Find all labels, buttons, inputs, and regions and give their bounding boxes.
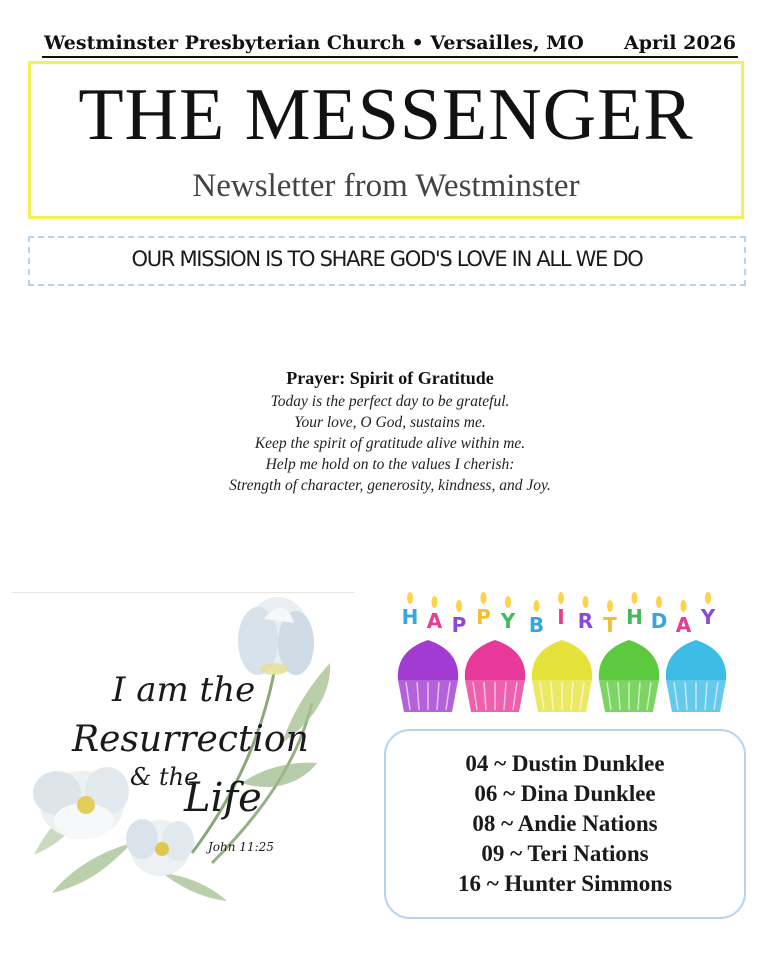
- candle-flame: [505, 596, 511, 608]
- cupcake-frosting: [465, 640, 525, 680]
- masthead: [28, 61, 744, 219]
- candle-letter: B: [528, 613, 545, 637]
- resurrection-artwork: [12, 592, 354, 913]
- prayer-line: Keep the spirit of gratitude alive within me.: [254, 435, 526, 452]
- candle-flame: [681, 600, 687, 612]
- resurrection-line: & the: [130, 763, 199, 791]
- birthday-candles: [402, 592, 716, 637]
- candle-letter: T: [603, 613, 617, 637]
- church-name: Westminster Presbyterian Church • Versailles, MO: [44, 32, 584, 54]
- candle-flame: [632, 592, 638, 604]
- candle-letter: R: [577, 609, 594, 633]
- prayer-section: [150, 368, 630, 496]
- candle-letter: I: [557, 605, 565, 629]
- candle-letter: H: [626, 605, 643, 629]
- candle-flame: [607, 600, 613, 612]
- cupcake-frosting: [532, 640, 592, 680]
- candle-letter: Y: [700, 605, 716, 629]
- candle-letter: Y: [500, 609, 516, 633]
- prayer-line: Help me hold on to the values I cherish:: [265, 456, 515, 473]
- birthday-entry: 06 ~ Dina Dunklee: [474, 781, 656, 806]
- prayer-line: Strength of character, generosity, kindness, and Joy.: [229, 477, 551, 494]
- birthday-entry: 08 ~ Andie Nations: [472, 811, 658, 836]
- newsletter-header: [42, 30, 738, 58]
- candle-letter: H: [401, 605, 419, 629]
- scripture-reference: John 11:25: [208, 840, 274, 854]
- candle-flame: [407, 592, 413, 604]
- candle-letter: P: [476, 605, 491, 629]
- cupcake-frosting: [599, 640, 659, 680]
- candle-letter: D: [650, 609, 668, 633]
- birthday-entry: 16 ~ Hunter Simmons: [457, 871, 673, 896]
- candle-flame: [456, 600, 462, 612]
- birthday-list: [386, 749, 744, 899]
- birthday-entry: 04 ~ Dustin Dunklee: [465, 751, 665, 776]
- candle-letter: A: [426, 609, 443, 633]
- candle-letter: P: [451, 613, 467, 637]
- newsletter-title: THE MESSENGER: [78, 74, 694, 156]
- mission-statement: OUR MISSION IS TO SHARE GOD'S LOVE IN ALL WE DO: [131, 247, 643, 271]
- birthday-cupcakes: [398, 640, 726, 712]
- candle-flame: [481, 592, 487, 604]
- candle-letter: A: [675, 613, 692, 637]
- candle-flame: [656, 596, 662, 608]
- cupcake-frosting: [666, 640, 726, 680]
- birthday-list-box: [384, 729, 746, 919]
- candle-flame: [534, 600, 540, 612]
- candle-flame: [432, 596, 438, 608]
- candle-flame: [583, 596, 589, 608]
- resurrection-line: I am the: [112, 670, 256, 710]
- newsletter-subtitle: Newsletter from Westminster: [192, 168, 580, 204]
- candle-flame: [558, 592, 564, 604]
- birthday-entry: 09 ~ Teri Nations: [481, 841, 649, 866]
- mission-banner: [28, 236, 746, 286]
- resurrection-line: Life: [184, 775, 262, 821]
- prayer-line: Your love, O God, sustains me.: [294, 414, 486, 431]
- cupcake-frosting: [398, 640, 458, 680]
- prayer-line: Today is the perfect day to be grateful.: [270, 393, 510, 410]
- resurrection-line: Resurrection: [72, 719, 309, 760]
- prayer-title: Prayer: Spirit of Gratitude: [286, 368, 494, 388]
- birthday-artwork: [392, 588, 734, 718]
- candle-flame: [705, 592, 711, 604]
- issue-date: April 2026: [624, 32, 736, 54]
